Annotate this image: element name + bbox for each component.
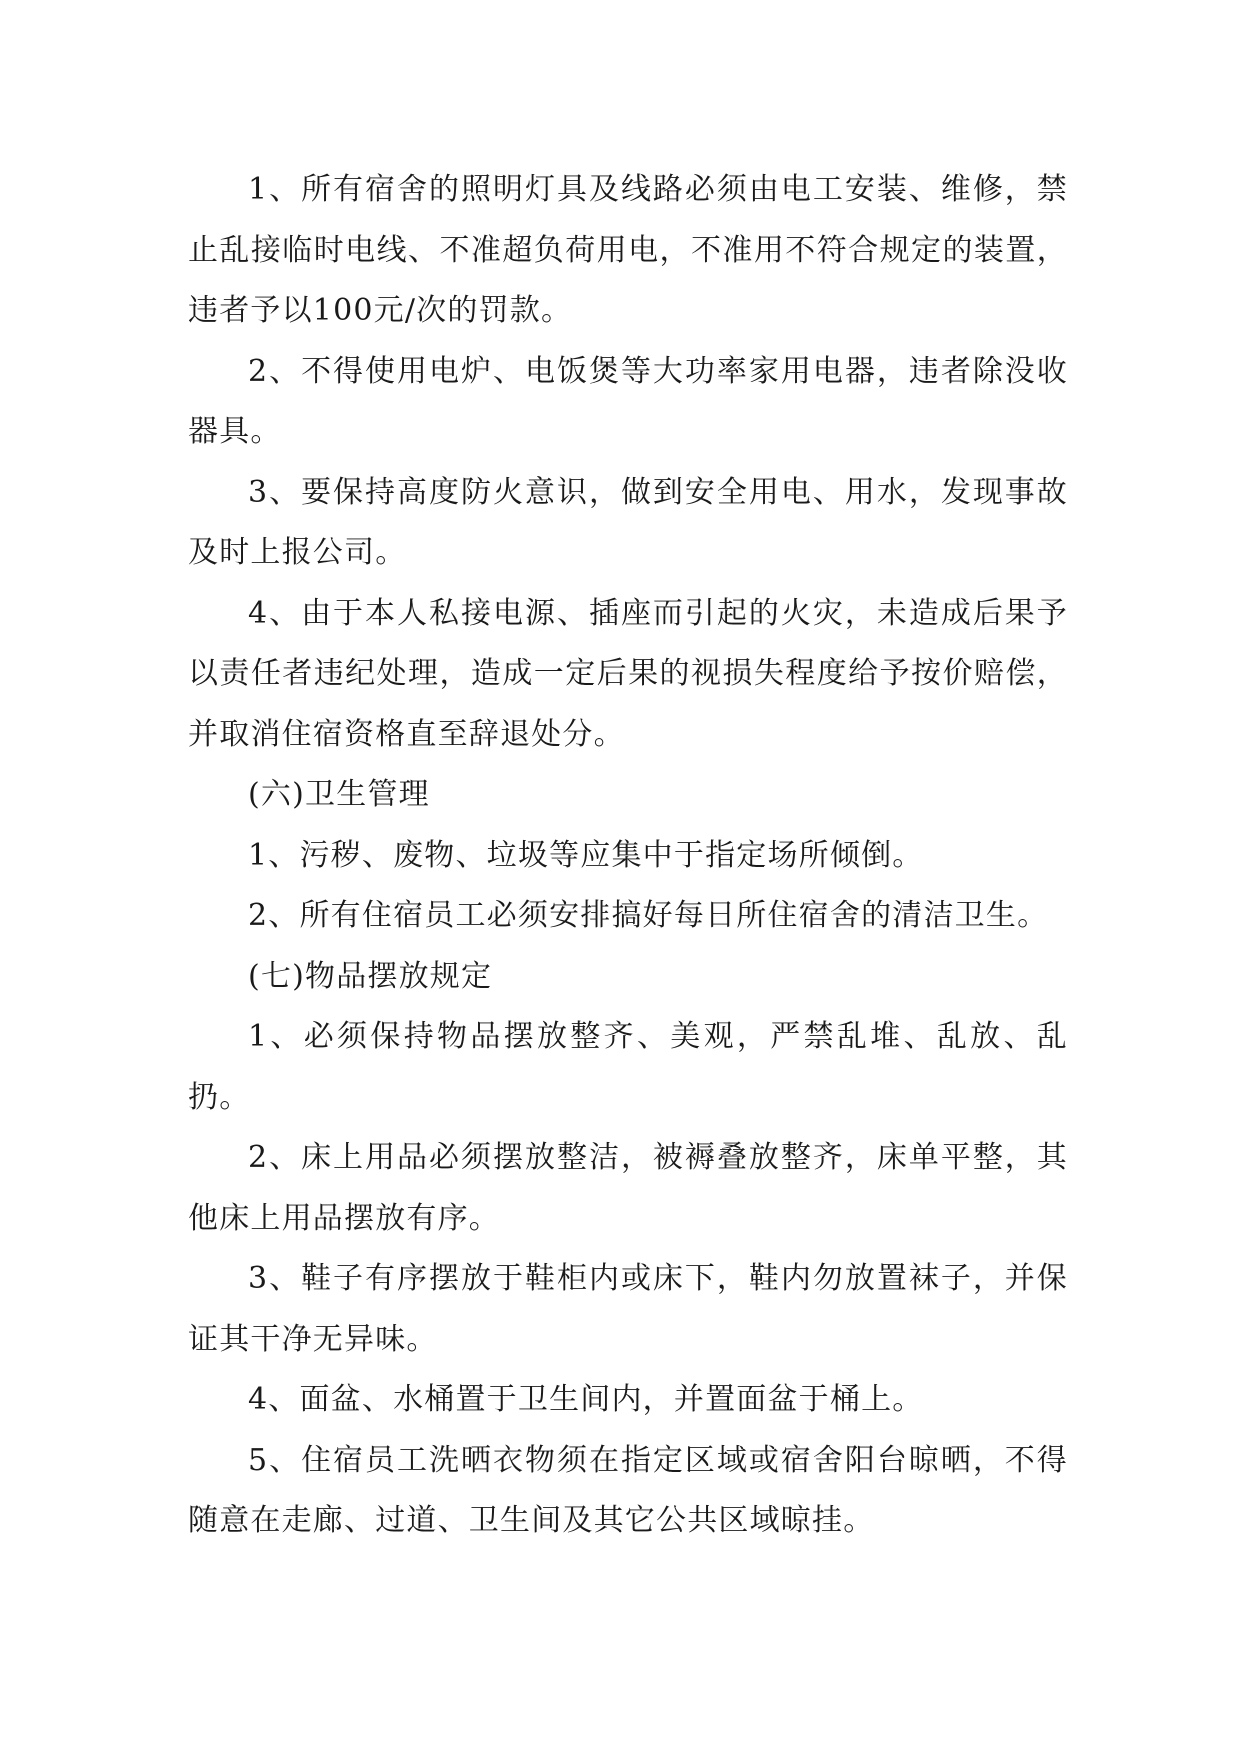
paragraph-hygiene-1: 1、污秽、废物、垃圾等应集中于指定场所倾倒。	[248, 837, 924, 873]
paragraph-placement-1: 1、必须保持物品摆放整齐、美观，严禁乱堆、乱放、乱扔。	[188, 1019, 1068, 1115]
paragraph-electric-2: 2、不得使用电炉、电饭煲等大功率家用电器，违者除没收器具。	[188, 353, 1068, 449]
paragraph-electric-3: 3、要保持高度防火意识，做到安全用电、用水，发现事故及时上报公司。	[188, 474, 1068, 570]
paragraph-placement-4: 4、面盆、水桶置于卫生间内，并置面盆于桶上。	[248, 1382, 924, 1417]
paragraph-placement-5: 5、住宿员工洗晒衣物须在指定区域或宿舍阳台晾晒，不得随意在走廊、过道、卫生间及其它公共区域晾挂。	[188, 1442, 1068, 1538]
paragraph-placement-3: 3、鞋子有序摆放于鞋柜内或床下，鞋内勿放置袜子，并保证其干净无异味。	[188, 1261, 1068, 1357]
paragraph-electric-4: 4、由于本人私接电源、插座而引起的火灾，未造成后果予以责任者违纪处理，造成一定后果的视损失程度给予按价赔偿，并取消住宿资格直至辞退处分。	[188, 595, 1068, 752]
document-page	[188, 160, 1068, 1552]
section-heading-hygiene: (六)卫生管理	[248, 777, 430, 812]
paragraph-hygiene-2: 2、所有住宿员工必须安排搞好每日所住宿舍的清洁卫生。	[248, 898, 1049, 933]
section-heading-placement: (七)物品摆放规定	[248, 958, 493, 994]
paragraph-placement-2: 2、床上用品必须摆放整洁，被褥叠放整齐，床单平整，其他床上用品摆放有序。	[188, 1140, 1068, 1236]
paragraph-electric-1: 1、所有宿舍的照明灯具及线路必须由电工安装、维修，禁止乱接临时电线、不准超负荷用电，不准用不符合规定的装置，违者予以100元/次的罚款。	[188, 172, 1068, 328]
